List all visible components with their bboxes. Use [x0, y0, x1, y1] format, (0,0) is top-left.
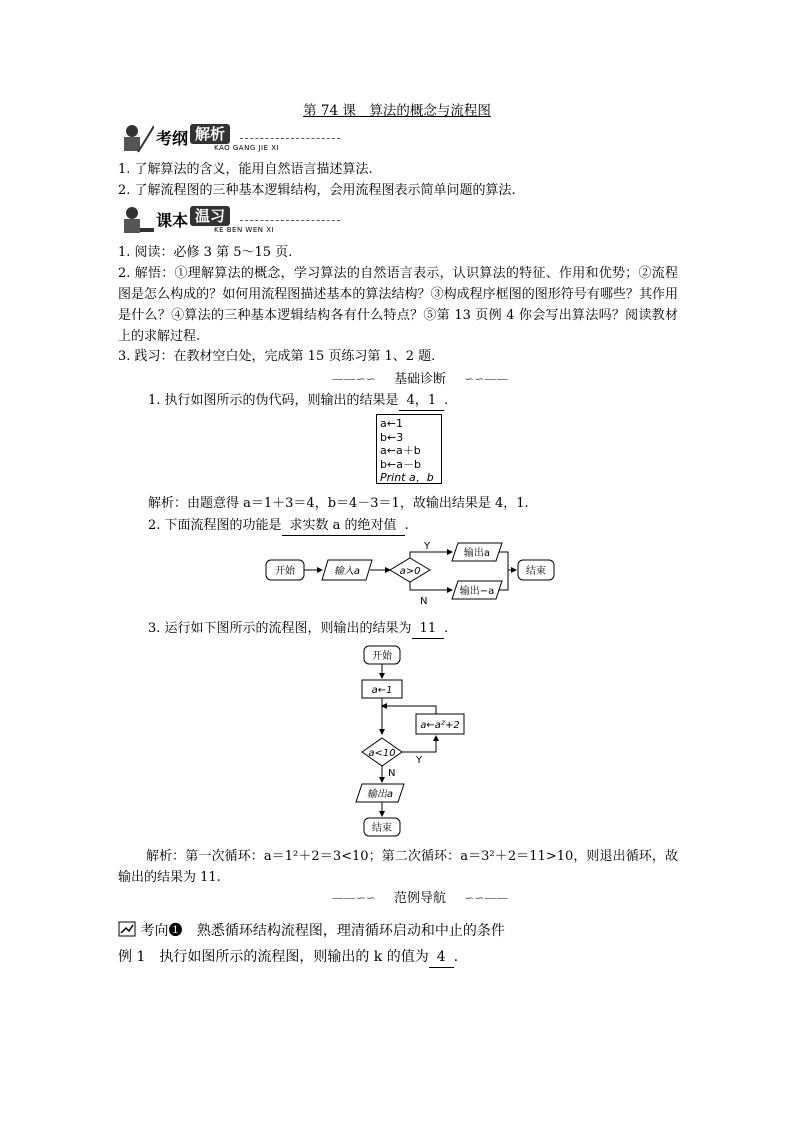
decision-label: a<10: [368, 748, 396, 759]
init-label: a←1: [371, 685, 393, 696]
input-label: 输入a: [333, 566, 361, 577]
end-label: 结束: [372, 823, 392, 834]
section-en: KAO GANG JIE XI: [214, 144, 280, 152]
section-label: 考纲: [156, 129, 189, 148]
code-line: a←a＋b: [380, 444, 421, 457]
kaoxiang-label: 考向❶: [140, 923, 183, 939]
update-label: a←a²+2: [420, 720, 460, 731]
no-label: N: [420, 596, 428, 607]
question-text: 2. 下面流程图的功能是: [148, 518, 282, 533]
answer-blank: 4: [429, 948, 454, 968]
start-label: 开始: [275, 566, 295, 577]
ornament-icon: ——∽∽: [331, 372, 376, 386]
start-label: 开始: [372, 651, 392, 662]
question-end: .: [444, 393, 449, 408]
divider-label: 范例导航: [393, 891, 446, 906]
question-end: .: [444, 621, 449, 636]
kaoxiang-text: 熟悉循环结构流程图，理清循环启动和中止的条件: [196, 923, 505, 939]
question-2: [148, 516, 708, 536]
divider-jichu: [300, 368, 540, 387]
analysis-1: 解析：由题意得 a＝1＋3＝4，b＝4－3＝1，故输出结果是 4，1.: [148, 496, 529, 511]
ornament-icon: ∽∽——: [464, 891, 509, 905]
flowchart-abs: [258, 538, 558, 610]
pseudo-code-box: [376, 414, 442, 484]
trend-icon: [118, 921, 136, 937]
kaoxiang-line: [118, 921, 678, 941]
code-line: Print a，b: [380, 471, 434, 484]
divider-label: 基础诊断: [393, 372, 446, 387]
no-label: N: [388, 768, 396, 779]
code-line: b←3: [380, 430, 404, 444]
question-text: 3. 运行如下图所示的流程图，则输出的结果为: [148, 621, 412, 636]
question-1: [148, 391, 708, 411]
flowchart-loop: [340, 642, 480, 842]
section-rule: [240, 138, 340, 139]
student-writing-icon: [118, 204, 154, 238]
section-badge: 解析: [190, 124, 230, 144]
end-label: 结束: [526, 566, 546, 577]
student-reading-icon: [118, 122, 154, 156]
section-rule: [240, 220, 340, 221]
example-end: .: [453, 949, 459, 965]
list-item: 2. 解悟：①理解算法的概念，学习算法的自然语言表示，认识算法的特征、作用和优势；②流程图是怎么构成的？如何用流程图描述基本的算法结构？③构成程序框图的图形符号有哪些？其作用是什么？④算法的三种基本逻辑结构各有什么特点？⑤第 13 页例 4 你会写出算法吗？阅读教材上的求解过程.: [118, 266, 678, 344]
section-header-kaogang: [118, 122, 340, 156]
ornament-icon: ——∽∽: [331, 891, 376, 905]
answer-blank: 求实数 a 的绝对值: [282, 516, 405, 536]
section-en: KE BEN WEN XI: [214, 226, 275, 234]
answer-blank: 4，1: [399, 391, 445, 411]
code-line: b←a－b: [380, 457, 421, 471]
output-no-label: 输出−a: [459, 586, 495, 597]
section-label: 课本: [156, 211, 189, 230]
output-yes-label: 输出a: [463, 548, 491, 559]
answer-blank: 11: [412, 619, 445, 639]
section-header-keben: [118, 204, 340, 238]
yes-label: Y: [424, 541, 431, 552]
question-end: .: [404, 518, 409, 533]
question-text: 1. 执行如图所示的伪代码，则输出的结果是: [148, 393, 399, 408]
code-line: a←1: [380, 417, 403, 430]
divider-fanli: [300, 887, 540, 906]
question-3: [148, 619, 708, 639]
ornament-icon: ∽∽——: [464, 372, 509, 386]
list-item: 2. 了解流程图的三种基本逻辑结构，会用流程图表示简单问题的算法.: [118, 183, 516, 198]
example-text: 例 1 执行如图所示的流程图，则输出的 k 的值为: [118, 949, 429, 965]
list-item: 3. 践习：在教材空白处，完成第 15 页练习第 1、2 题.: [118, 349, 436, 364]
list-item: 1. 了解算法的含义，能用自然语言描述算法.: [118, 162, 373, 177]
example-1: [118, 948, 678, 968]
output-label: 输出a: [366, 789, 394, 800]
page-title: 第 74 课 算法的概念与流程图: [303, 103, 491, 119]
yes-label: Y: [416, 755, 423, 766]
analysis-3: 解析：第一次循环：a＝1²＋2＝3<10；第二次循环：a＝3²＋2＝11>10，则退出循环，故输出的结果为 11.: [118, 849, 678, 885]
decision-label: a>0: [399, 566, 421, 577]
list-item: 1. 阅读：必修 3 第 5～15 页.: [118, 245, 293, 260]
section-badge: 温习: [190, 206, 230, 226]
